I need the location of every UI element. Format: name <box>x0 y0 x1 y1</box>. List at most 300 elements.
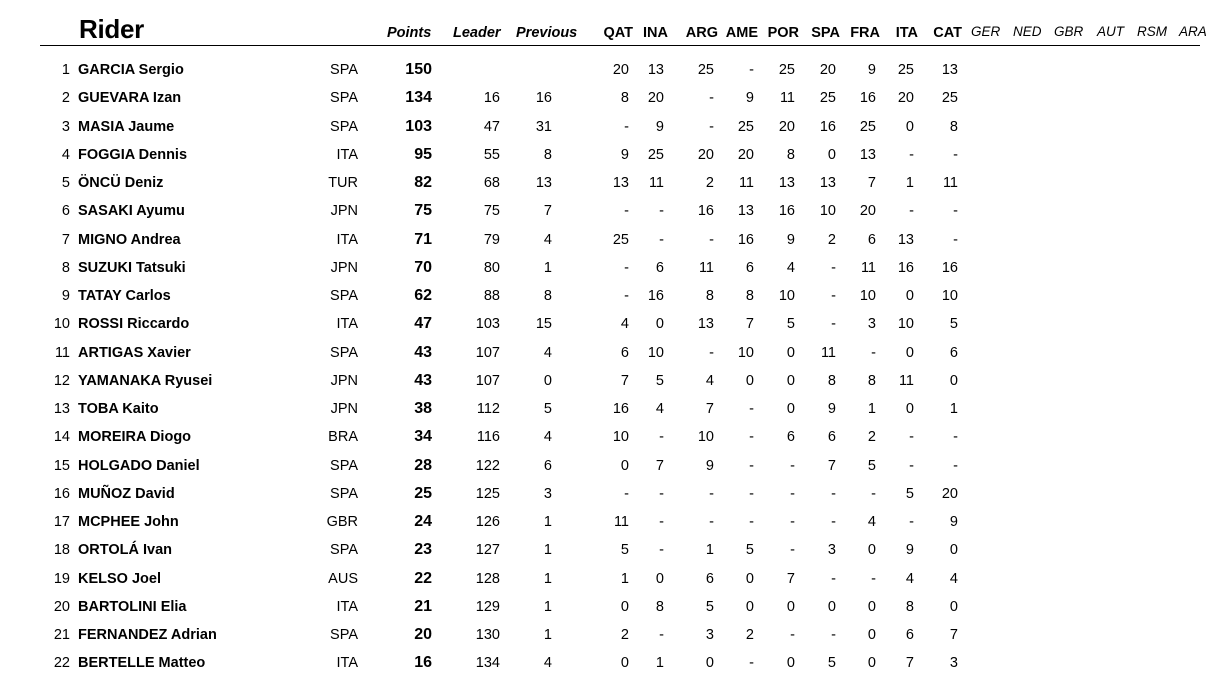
gap-to-previous: 1 <box>543 514 552 530</box>
table-row <box>0 541 1200 569</box>
rider-nation: ITA <box>336 146 358 163</box>
race-result: 16 <box>819 118 836 135</box>
rider-points: 23 <box>414 541 432 559</box>
rider-nation: AUS <box>328 570 358 587</box>
race-result: - <box>624 485 629 502</box>
race-result: - <box>953 429 958 446</box>
race-result: 7 <box>905 655 914 672</box>
race-result: 8 <box>827 372 836 389</box>
rider-name: ÖNCÜ Deniz <box>78 175 164 191</box>
race-result: 16 <box>697 203 714 220</box>
table-row <box>0 654 1200 682</box>
race-result: 25 <box>897 62 914 78</box>
race-result: 10 <box>647 344 664 361</box>
race-result: 9 <box>620 146 629 163</box>
race-result: - <box>790 457 795 474</box>
rider-name: ROSSI Riccardo <box>78 316 190 333</box>
gap-to-leader: 116 <box>476 429 500 446</box>
rider-nation: SPA <box>330 485 358 502</box>
race-result: - <box>871 344 876 361</box>
race-result: 9 <box>745 90 754 107</box>
gap-to-leader: 127 <box>475 542 500 559</box>
rider-name: BARTOLINI Elia <box>78 598 187 615</box>
race-result: 0 <box>620 655 629 672</box>
rider-position: 19 <box>53 570 70 587</box>
race-result: 6 <box>905 627 914 643</box>
rider-nation: ITA <box>336 598 358 615</box>
race-result: - <box>790 485 795 502</box>
header-points: Points <box>387 25 432 41</box>
race-result: 20 <box>612 62 629 78</box>
race-result: 11 <box>860 259 876 276</box>
table-row <box>0 287 1200 315</box>
race-result: 11 <box>898 372 914 389</box>
race-result: 7 <box>949 627 958 643</box>
gap-to-leader: 16 <box>483 90 500 107</box>
rider-name: MUÑOZ David <box>78 485 175 502</box>
race-result: 13 <box>778 175 795 191</box>
race-result: 6 <box>745 259 754 276</box>
rider-name: BERTELLE Matteo <box>78 655 206 672</box>
header-previous: Previous <box>516 25 578 41</box>
rider-nation: GBR <box>326 514 358 530</box>
race-result: 1 <box>655 655 664 672</box>
rider-nation: JPN <box>330 259 358 276</box>
rider-points: 16 <box>414 654 432 672</box>
race-result: 0 <box>827 146 836 163</box>
gap-to-previous: 31 <box>535 118 552 135</box>
race-result: - <box>659 514 664 530</box>
rider-points: 103 <box>405 117 432 135</box>
rider-position: 17 <box>53 514 70 530</box>
race-result: 11 <box>779 90 795 107</box>
race-result: - <box>624 288 629 304</box>
race-result: - <box>749 655 754 672</box>
race-result: - <box>749 485 754 502</box>
race-result: 13 <box>737 203 754 220</box>
gap-to-previous: 15 <box>535 316 552 333</box>
table-row <box>0 598 1200 626</box>
gap-to-previous: 8 <box>543 146 552 163</box>
rider-position: 5 <box>61 175 70 191</box>
rider-points: 150 <box>405 61 432 78</box>
race-result: - <box>749 429 754 446</box>
race-result: 8 <box>949 118 958 135</box>
race-result: 0 <box>786 372 795 389</box>
rider-points: 22 <box>414 569 432 587</box>
header-race: FRA <box>850 25 880 41</box>
race-result: 6 <box>949 344 958 361</box>
header-race: CAT <box>933 25 962 41</box>
race-result: 4 <box>867 514 876 530</box>
race-result: 20 <box>819 62 836 78</box>
race-result: 25 <box>941 90 958 107</box>
rider-nation: JPN <box>330 372 358 389</box>
race-result: 16 <box>612 401 629 417</box>
race-result: - <box>909 457 914 474</box>
rider-points: 70 <box>414 258 432 276</box>
gap-to-leader: 134 <box>475 655 500 672</box>
header-race: SPA <box>811 25 840 41</box>
rider-nation: SPA <box>330 62 358 78</box>
race-result: 20 <box>737 146 754 163</box>
race-result: 10 <box>737 344 754 361</box>
race-result: 16 <box>647 288 664 304</box>
race-result: - <box>659 542 664 559</box>
table-row <box>0 485 1200 513</box>
header-future-race: NED <box>1013 24 1042 39</box>
race-result: 2 <box>620 627 629 643</box>
race-result: 3 <box>827 542 836 559</box>
race-result: - <box>831 316 836 333</box>
race-result: - <box>790 542 795 559</box>
race-result: - <box>749 457 754 474</box>
rider-position: 20 <box>53 598 70 615</box>
rider-name: ORTOLÁ Ivan <box>78 542 172 559</box>
header-race: ITA <box>895 25 918 41</box>
race-result: 5 <box>745 542 754 559</box>
race-result: 0 <box>620 598 629 615</box>
gap-to-leader: 122 <box>475 457 500 474</box>
race-result: 0 <box>949 598 958 615</box>
race-result: 7 <box>867 175 876 191</box>
race-result: 6 <box>867 231 876 248</box>
race-result: 10 <box>819 203 836 220</box>
race-result: 9 <box>786 231 795 248</box>
race-result: 25 <box>859 118 876 135</box>
gap-to-leader: 107 <box>475 344 500 361</box>
race-result: 11 <box>738 175 754 191</box>
race-result: 16 <box>941 259 958 276</box>
race-result: 2 <box>827 231 836 248</box>
header-future-race: AUT <box>1097 24 1124 39</box>
race-result: 4 <box>705 372 714 389</box>
race-result: 8 <box>905 598 914 615</box>
race-result: 7 <box>786 570 795 587</box>
rider-position: 7 <box>61 231 70 248</box>
rider-position: 18 <box>53 542 70 559</box>
race-result: - <box>659 627 664 643</box>
gap-to-previous: 3 <box>543 485 552 502</box>
rider-points: 25 <box>414 484 432 502</box>
race-result: 11 <box>820 344 836 361</box>
race-result: - <box>953 231 958 248</box>
rider-points: 71 <box>414 230 432 248</box>
race-result: 20 <box>897 90 914 107</box>
gap-to-leader: 126 <box>475 514 500 530</box>
rider-nation: SPA <box>330 288 358 304</box>
gap-to-leader: 75 <box>483 203 500 220</box>
race-result: 13 <box>612 175 629 191</box>
gap-to-leader: 125 <box>475 485 500 502</box>
race-result: - <box>659 231 664 248</box>
rider-position: 1 <box>61 62 70 78</box>
race-result: 5 <box>827 655 836 672</box>
race-result: - <box>909 429 914 446</box>
race-result: 10 <box>859 288 876 304</box>
race-result: 11 <box>698 259 714 276</box>
rider-points: 20 <box>414 626 432 643</box>
gap-to-leader: 55 <box>483 146 500 163</box>
table-row <box>0 513 1200 541</box>
rider-points: 82 <box>414 174 432 191</box>
header-race: POR <box>767 25 799 41</box>
header-race: INA <box>643 25 668 41</box>
race-result: - <box>831 514 836 530</box>
header-race: ARG <box>685 25 718 41</box>
gap-to-leader: 47 <box>483 118 500 135</box>
race-result: - <box>953 203 958 220</box>
rider-nation: JPN <box>330 401 358 417</box>
race-result: 7 <box>745 316 754 333</box>
table-row <box>0 61 1200 89</box>
gap-to-leader: 79 <box>483 231 500 248</box>
gap-to-leader: 107 <box>475 372 500 389</box>
race-result: 1 <box>905 175 914 191</box>
gap-to-previous: 1 <box>543 259 552 276</box>
gap-to-previous: 1 <box>543 627 552 643</box>
race-result: 4 <box>949 570 958 587</box>
race-result: - <box>790 627 795 643</box>
race-result: 10 <box>941 288 958 304</box>
race-result: - <box>909 514 914 530</box>
rider-nation: SPA <box>330 457 358 474</box>
rider-points: 62 <box>414 287 432 304</box>
race-result: - <box>909 146 914 163</box>
race-result: 4 <box>786 259 795 276</box>
race-result: 1 <box>949 401 958 417</box>
race-result: 13 <box>859 146 876 163</box>
race-result: 0 <box>905 288 914 304</box>
rider-position: 13 <box>53 401 70 417</box>
race-result: 0 <box>867 655 876 672</box>
table-row <box>0 344 1200 372</box>
race-result: 0 <box>905 344 914 361</box>
table-row <box>0 626 1200 654</box>
race-result: 0 <box>786 401 795 417</box>
rider-name: SASAKI Ayumu <box>78 203 185 220</box>
race-result: 0 <box>786 344 795 361</box>
race-result: - <box>624 118 629 135</box>
rider-nation: SPA <box>330 344 358 361</box>
rider-points: 38 <box>414 400 432 417</box>
gap-to-leader: 103 <box>475 316 500 333</box>
race-result: - <box>749 401 754 417</box>
gap-to-previous: 1 <box>543 542 552 559</box>
race-result: 10 <box>897 316 914 333</box>
gap-to-leader: 68 <box>483 175 500 191</box>
race-result: 20 <box>941 485 958 502</box>
race-result: - <box>709 118 714 135</box>
table-row <box>0 146 1200 174</box>
rider-name: MCPHEE John <box>78 514 179 530</box>
gap-to-previous: 5 <box>543 401 552 417</box>
rider-name: TOBA Kaito <box>78 401 159 417</box>
gap-to-leader: 130 <box>475 627 500 643</box>
table-row <box>0 174 1200 202</box>
race-result: 25 <box>778 62 795 78</box>
rider-position: 6 <box>61 203 70 220</box>
rider-position: 14 <box>53 429 70 446</box>
rider-name: GUEVARA Izan <box>78 90 182 107</box>
race-result: 3 <box>867 316 876 333</box>
race-result: 13 <box>647 62 664 78</box>
race-result: - <box>831 570 836 587</box>
rider-nation: JPN <box>330 203 358 220</box>
race-result: 9 <box>655 118 664 135</box>
rider-points: 47 <box>414 315 432 333</box>
race-result: 16 <box>737 231 754 248</box>
rider-name: GARCIA Sergio <box>78 62 184 78</box>
gap-to-previous: 4 <box>543 231 552 248</box>
race-result: 11 <box>648 175 664 191</box>
race-result: - <box>831 485 836 502</box>
race-result: 0 <box>745 598 754 615</box>
rider-name: TATAY Carlos <box>78 288 171 304</box>
rider-name: SUZUKI Tatsuki <box>78 259 186 276</box>
header-future-race: ARA <box>1179 24 1207 39</box>
race-result: 0 <box>827 598 836 615</box>
rider-nation: ITA <box>336 655 358 672</box>
race-result: - <box>953 457 958 474</box>
rider-position: 2 <box>61 90 70 107</box>
race-result: - <box>709 231 714 248</box>
rider-position: 22 <box>53 655 70 672</box>
race-result: 10 <box>697 429 714 446</box>
race-result: 6 <box>705 570 714 587</box>
race-result: 9 <box>827 401 836 417</box>
race-result: 6 <box>620 344 629 361</box>
race-result: - <box>953 146 958 163</box>
gap-to-previous: 16 <box>535 90 552 107</box>
rider-name: FOGGIA Dennis <box>78 146 188 163</box>
rider-name: MASIA Jaume <box>78 118 175 135</box>
race-result: - <box>909 203 914 220</box>
race-result: 3 <box>705 627 714 643</box>
race-result: - <box>749 514 754 530</box>
race-result: 1 <box>705 542 714 559</box>
race-result: 5 <box>867 457 876 474</box>
race-result: 8 <box>867 372 876 389</box>
header-rider: Rider <box>79 14 144 44</box>
table-row <box>0 457 1200 485</box>
race-result: 0 <box>620 457 629 474</box>
gap-to-leader: 129 <box>475 598 500 615</box>
rider-nation: TUR <box>328 175 358 191</box>
race-result: 10 <box>778 288 795 304</box>
race-result: - <box>709 485 714 502</box>
race-result: 0 <box>867 598 876 615</box>
race-result: - <box>624 203 629 220</box>
rider-position: 9 <box>61 288 70 304</box>
race-result: 10 <box>612 429 629 446</box>
rider-nation: BRA <box>328 429 358 446</box>
race-result: 25 <box>647 146 664 163</box>
race-result: 5 <box>655 372 664 389</box>
race-result: 25 <box>737 118 754 135</box>
race-result: 9 <box>949 514 958 530</box>
race-result: 25 <box>819 90 836 107</box>
race-result: 0 <box>905 118 914 135</box>
race-result: 20 <box>647 90 664 107</box>
rider-position: 15 <box>53 457 70 474</box>
gap-to-leader: 112 <box>476 401 500 417</box>
race-result: 6 <box>786 429 795 446</box>
race-result: 4 <box>905 570 914 587</box>
gap-to-previous: 7 <box>543 203 552 220</box>
race-result: 25 <box>697 62 714 78</box>
race-result: - <box>749 62 754 78</box>
header-future-race: GBR <box>1054 24 1084 39</box>
table-header <box>0 0 1207 46</box>
gap-to-leader: 128 <box>475 570 500 587</box>
race-result: 7 <box>620 372 629 389</box>
rider-name: YAMANAKA Ryusei <box>78 372 213 389</box>
race-result: 9 <box>867 62 876 78</box>
header-leader: Leader <box>453 25 501 41</box>
race-result: 13 <box>819 175 836 191</box>
race-result: - <box>659 429 664 446</box>
gap-to-previous: 1 <box>543 570 552 587</box>
race-result: 16 <box>859 90 876 107</box>
race-result: 4 <box>620 316 629 333</box>
rider-name: ARTIGAS Xavier <box>78 344 191 361</box>
rider-name: HOLGADO Daniel <box>78 457 200 474</box>
race-result: 6 <box>827 429 836 446</box>
rider-nation: ITA <box>336 231 358 248</box>
race-result: 20 <box>697 146 714 163</box>
gap-to-previous: 1 <box>543 598 552 615</box>
race-result: 5 <box>949 316 958 333</box>
rider-points: 43 <box>414 343 432 361</box>
rider-nation: SPA <box>330 118 358 135</box>
race-result: 13 <box>897 231 914 248</box>
race-result: 0 <box>949 372 958 389</box>
race-result: 4 <box>655 401 664 417</box>
rider-position: 16 <box>53 485 70 502</box>
race-result: 13 <box>941 62 958 78</box>
rider-name: MOREIRA Diogo <box>78 429 192 446</box>
race-result: 0 <box>655 316 664 333</box>
table-row <box>0 428 1200 456</box>
gap-to-previous: 4 <box>543 429 552 446</box>
race-result: 6 <box>655 259 664 276</box>
race-result: 11 <box>942 175 958 191</box>
rider-name: KELSO Joel <box>78 570 161 587</box>
race-result: 5 <box>786 316 795 333</box>
rider-position: 11 <box>54 344 70 361</box>
rider-position: 12 <box>53 372 70 389</box>
race-result: 0 <box>867 627 876 643</box>
race-result: 20 <box>778 118 795 135</box>
header-future-race: GER <box>971 24 1001 39</box>
race-result: 20 <box>859 203 876 220</box>
table-row <box>0 89 1200 117</box>
race-result: - <box>831 288 836 304</box>
rider-position: 4 <box>61 146 70 163</box>
race-result: 9 <box>705 457 714 474</box>
race-result: 0 <box>705 655 714 672</box>
rider-points: 24 <box>414 513 432 530</box>
table-row <box>0 372 1200 400</box>
race-result: 9 <box>905 542 914 559</box>
race-result: - <box>709 514 714 530</box>
header-race: QAT <box>603 25 633 41</box>
race-result: 0 <box>786 655 795 672</box>
race-result: 25 <box>612 231 629 248</box>
race-result: 7 <box>655 457 664 474</box>
race-result: 16 <box>897 259 914 276</box>
